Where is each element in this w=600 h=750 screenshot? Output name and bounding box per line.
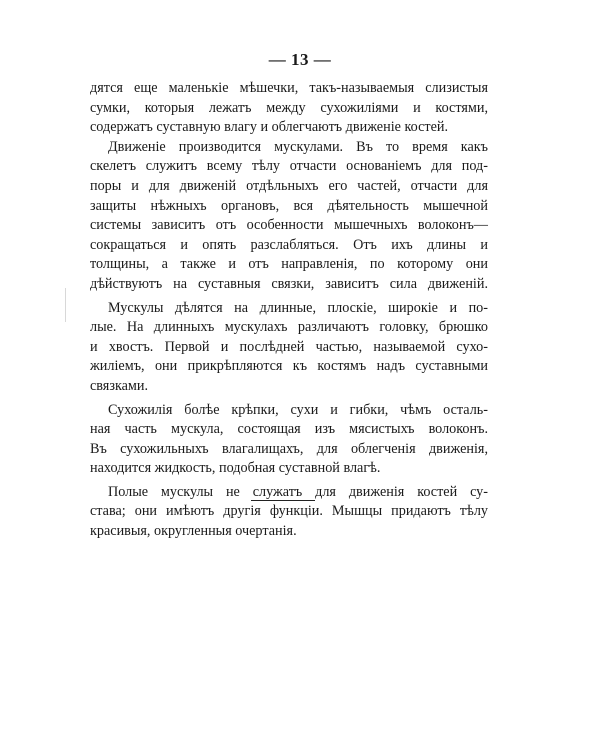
text-line: содержатъ суставную влагу и облегчаютъ движеніе костей.	[90, 119, 449, 136]
margin-mark	[65, 288, 66, 322]
paragraph-3	[90, 299, 488, 397]
text-line: системы зависитъ отъ особенности мышечныхъ волоконъ—	[90, 217, 488, 234]
text-line: находится жидкость, подобная суставной влагѣ.	[90, 460, 381, 477]
text-line: поры и для движеній отдѣльныхъ его частей, отчасти для	[90, 177, 488, 194]
text-line: става; они имѣютъ другія функціи. Мышцы придаютъ тѣлу	[90, 503, 488, 520]
text-line: ная часть мускула, состоящая изъ мясистыхъ волоконъ.	[90, 421, 488, 438]
text-line: связками.	[90, 377, 149, 394]
text-line: скелетъ служитъ всему тѣлу отчасти основаніемъ для под-	[90, 158, 488, 175]
text-line: дѣйствуютъ на суставныя связки, зависитъ сила движеній.	[90, 275, 488, 292]
body-text	[90, 79, 488, 542]
text-line: сумки, которыя лежатъ между сухожиліями и костями,	[90, 99, 488, 116]
page-number: — 13 —	[268, 50, 332, 69]
text-line: Сухожилія болѣе крѣпки, сухи и гибки, чѣмъ осталь-	[108, 401, 488, 418]
paragraph-4	[90, 401, 488, 479]
text-line: толщины, а также и отъ направленія, по которому они	[90, 256, 488, 273]
text-line: дятся еще маленькіе мѣшечки, такъ-называемыя слизистыя	[90, 80, 488, 96]
text-line: защиты нѣжныхъ органовъ, вся дѣятельность мышечной	[90, 197, 488, 214]
text-line: сокращаться и опять разслабляться. Отъ ихъ длины и	[90, 236, 488, 253]
paragraph-1	[90, 79, 488, 138]
paragraph-2	[90, 138, 488, 295]
paragraph-5	[90, 483, 488, 542]
text-line: Движеніе производится мускулами. Въ то время какъ	[108, 138, 488, 155]
text-line: и хвостъ. Первой и послѣдней частью, называемой сухо-	[90, 338, 488, 355]
text-line: красивыя, округленныя очертанія.	[90, 523, 297, 540]
text-line: Въ сухожильныхъ влагалищахъ, для облегченія движенія,	[90, 440, 488, 457]
text-line: Мускулы дѣлятся на длинные, плоскіе, широкіе и по-	[108, 299, 488, 316]
text-line: Полые мускулы не служатъ для движенія костей су-	[108, 483, 488, 500]
text-line: жиліемъ, они прикрѣпляются къ костямъ надъ суставными	[90, 358, 488, 375]
section-end-rule	[251, 500, 315, 501]
text-line: лые. На длинныхъ мускулахъ различаютъ головку, брюшко	[90, 319, 488, 336]
